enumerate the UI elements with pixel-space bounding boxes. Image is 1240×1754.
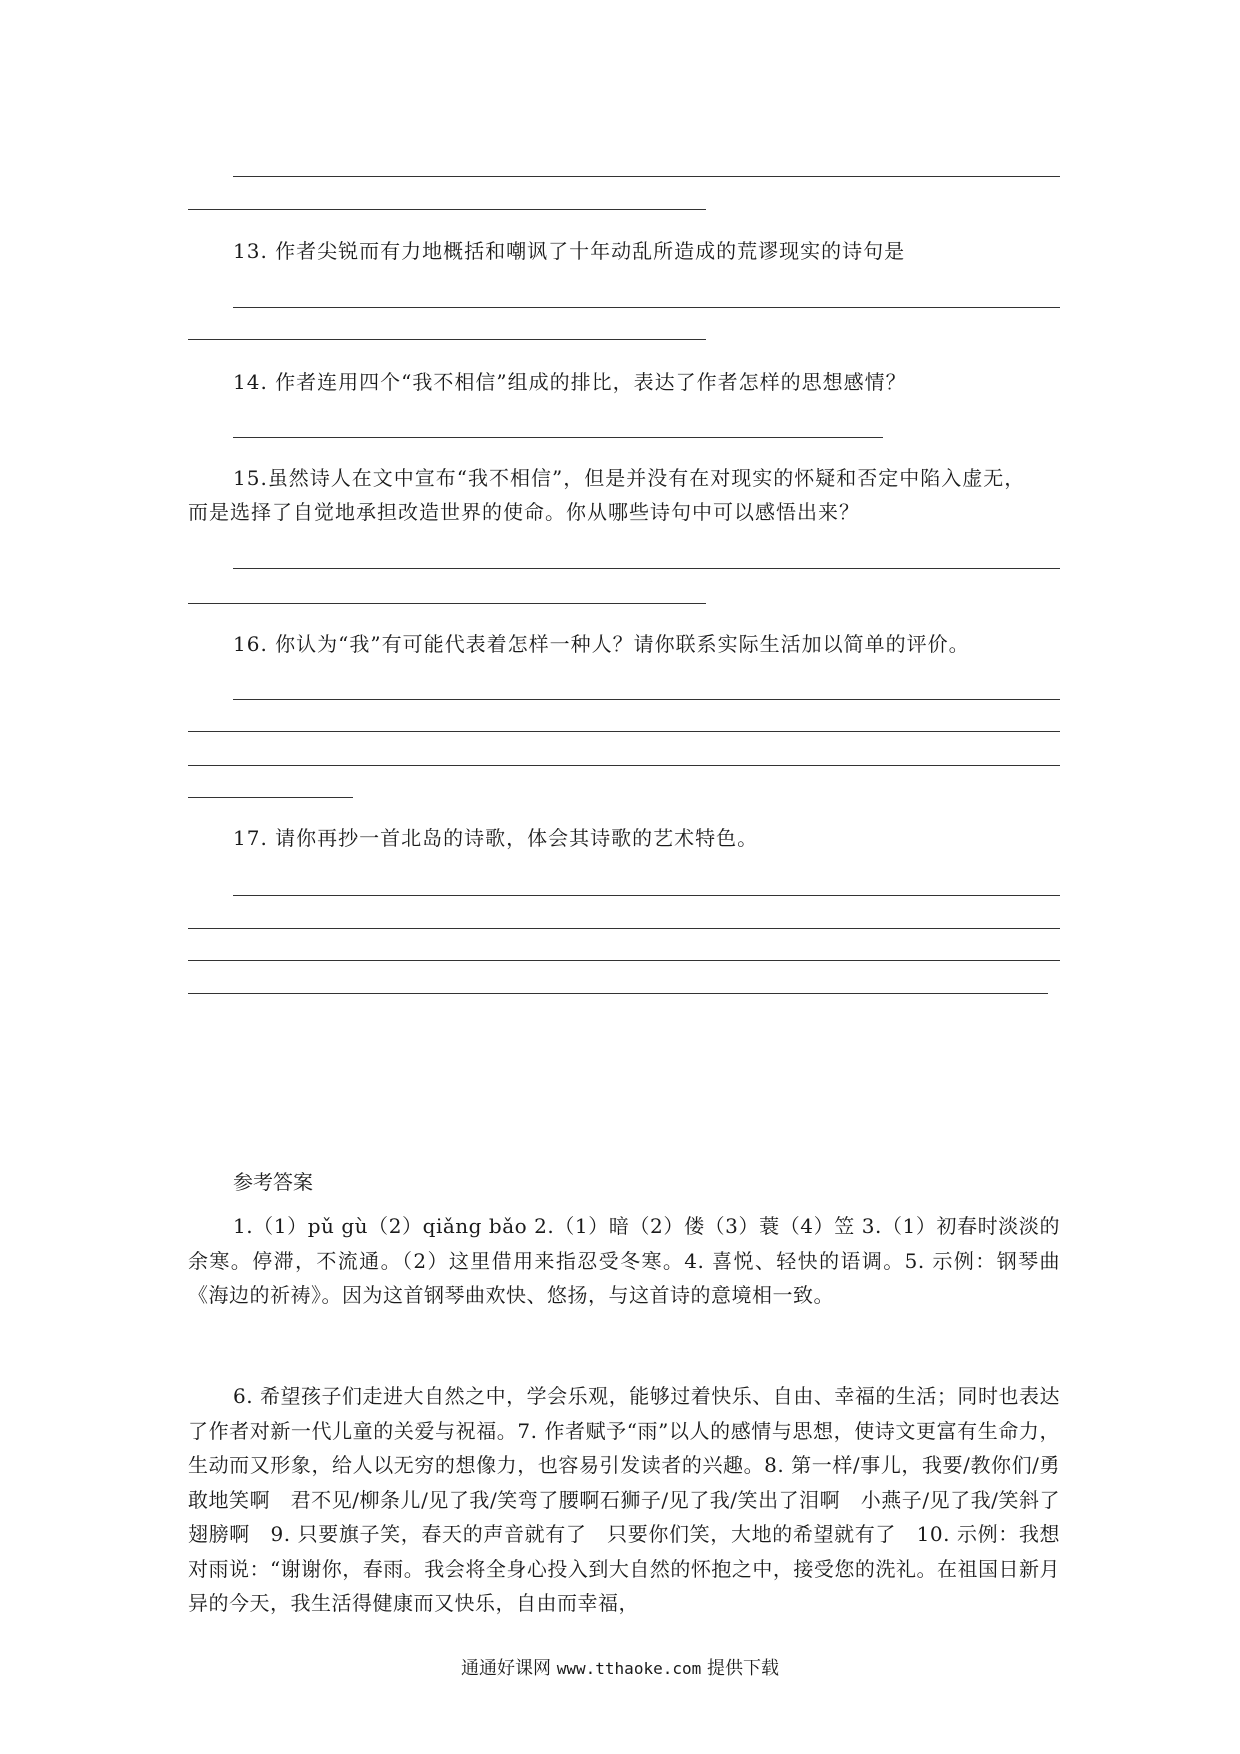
answer-line[interactable] [188,339,706,340]
question-text-line2: 而是选择了自觉地承担改造世界的使命。你从哪些诗句中可以感悟出来？ [188,500,860,524]
answer-line[interactable] [188,765,1060,766]
answer-line[interactable] [233,699,1060,700]
footer-site-name: 通通好课网 [461,1658,552,1679]
question-13 [233,236,905,266]
answer-line[interactable] [188,960,1060,961]
question-text: 你认为“我”有可能代表着怎样一种人？请你联系实际生活加以简单的评价。 [275,632,970,656]
answer-line[interactable] [233,895,1060,896]
answers-text: 1.（1）pǔ gù（2）qiǎng bǎo 2.（1）暗（2）偻（3）蓑（4）笠 3.（1）初春时淡淡的余寒。停滞，不流通。（2）这里借用来指忍受冬寒。4. 喜悦、轻快的语调。5. 示例：钢琴曲《海边的祈祷》。因为这首钢琴曲欢快、悠扬，与这首诗的意境相一致。 [188,1214,1060,1307]
question-text-line1: 虽然诗人在文中宣布“我不相信”，但是并没有在对现实的怀疑和否定中陷入虚无， [267,466,1026,490]
answer-line[interactable] [233,437,883,438]
question-14 [233,367,907,397]
question-17 [233,823,758,853]
answer-line[interactable] [188,797,353,798]
question-16 [233,629,970,659]
question-number: 15. [233,466,268,490]
question-15-continued [188,497,860,527]
question-text: 请你再抄一首北岛的诗歌，体会其诗歌的艺术特色。 [275,826,759,850]
question-number: 13. [233,239,268,263]
answer-line[interactable] [233,307,1060,308]
answers-heading: 参考答案 [233,1170,313,1194]
answer-line[interactable] [188,993,1048,994]
question-number: 16. [233,632,268,656]
answer-line[interactable] [188,209,706,210]
question-number: 14. [233,370,268,394]
answer-line[interactable] [233,176,1060,177]
answer-line[interactable] [188,731,1060,732]
answers-text: 6. 希望孩子们走进大自然之中，学会乐观，能够过着快乐、自由、幸福的生活；同时也表达了作者对新一代儿童的关爱与祝福。7. 作者赋予“雨”以人的感情与思想，使诗文更富有生命力，生动而又形象，给人以无穷的想像力，也容易引发读者的兴趣。8. 第一样/事儿，我要/教你们/勇敢地笑啊 君不见/柳条儿/见了我/笑弯了腰啊石狮子/见了我/笑出了泪啊 小燕子/见了我/笑斜了翅膀啊 9. 只要旗子笑，春天的声音就有了 只要你们笑，大地的希望就有了 10. 示例：我想对雨说：“谢谢你，春雨。我会将全身心投入到大自然的怀抱之中，接受您的洗礼。在祖国日新月异的今天，我生活得健康而又快乐，自由而幸福， [188,1384,1060,1615]
answer-line[interactable] [233,568,1060,569]
question-15 [233,463,1025,493]
footer-url[interactable]: www.tthaoke.com [556,1659,702,1678]
question-text: 作者尖锐而有力地概括和嘲讽了十年动乱所造成的荒谬现实的诗句是 [275,239,906,263]
answers-paragraph-2 [188,1379,1060,1621]
question-text: 作者连用四个“我不相信”组成的排比，表达了作者怎样的思想感情？ [275,370,907,394]
answer-line[interactable] [188,928,1060,929]
page-footer [0,1656,1240,1682]
footer-suffix: 提供下载 [706,1658,779,1679]
answers-paragraph-1 [188,1209,1060,1313]
answer-line[interactable] [188,603,706,604]
question-number: 17. [233,826,268,850]
